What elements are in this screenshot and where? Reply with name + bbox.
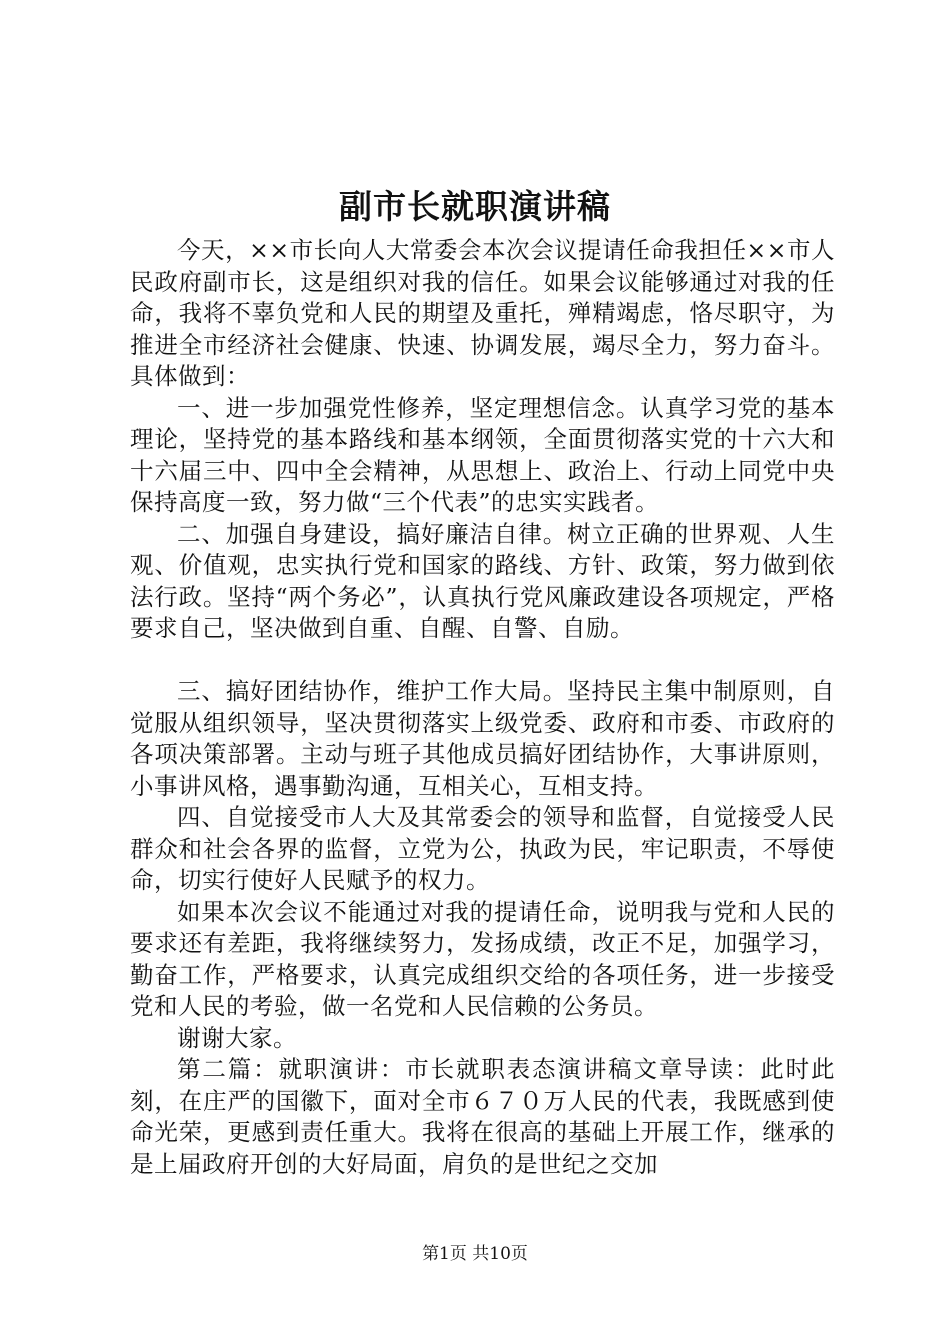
paragraph-point-1: 一、进一步加强党性修养，坚定理想信念。认真学习党的基本理论，坚持党的基本路线和基本纲领，全面贯彻落实党的十六大和十六届三中、四中全会精神，从思想上、政治上、行动上同党中央保持高度一致，努力做“三个代表”的忠实实践者。 [130,393,835,516]
paragraph-conclusion: 如果本次会议不能通过对我的提请任命，说明我与党和人民的要求还有差距，我将继续努力，发扬成绩，改正不足，加强学习，勤奋工作，严格要求，认真完成组织交给的各项任务，进一步接受党和人民的考验，做一名党和人民信赖的公务员。 [130,897,835,1020]
paragraph-point-2: 二、加强自身建设，搞好廉洁自律。树立正确的世界观、人生观、价值观，忠实执行党和国家的路线、方针、政策，努力做到依法行政。坚持“两个务必”，认真执行党风廉政建设各项规定，严格要求自己，坚决做到自重、自醒、自警、自励。 [130,519,835,642]
paragraph-spacer [130,645,835,677]
paragraph-point-4: 四、自觉接受市人大及其常委会的领导和监督，自觉接受人民群众和社会各界的监督，立党为公，执政为民，牢记职责，不辱使命，切实行使好人民赋予的权力。 [130,803,835,894]
paragraph-second-article: 第二篇：就职演讲：市长就职表态演讲稿文章导读：此时此刻，在庄严的国徽下，面对全市６７０万人民的代表，我既感到使命光荣，更感到责任重大。我将在很高的基础上开展工作，继承的是上届政府开创的大好局面，肩负的是世纪之交加 [130,1055,835,1178]
paragraph-point-3: 三、搞好团结协作，维护工作大局。坚持民主集中制原则，自觉服从组织领导，坚决贯彻落实上级党委、政府和市委、市政府的各项决策部署。主动与班子其他成员搞好团结协作，大事讲原则，小事讲风格，遇事勤沟通，互相关心，互相支持。 [130,677,835,800]
page-number: 第1页 共10页 [422,1244,528,1264]
paragraph-thanks: 谢谢大家。 [177,1023,297,1052]
document-body [130,235,835,1180]
paragraph-intro: 今天，××市长向人大常委会本次会议提请任命我担任××市人民政府副市长，这是组织对我的信任。如果会议能够通过对我的任命，我将不辜负党和人民的期望及重托，殚精竭虑，恪尽职守，为推进全市经济社会健康、快速、协调发展，竭尽全力，努力奋斗。具体做到： [130,236,835,390]
document-title: 副市长就职演讲稿 [339,187,611,226]
